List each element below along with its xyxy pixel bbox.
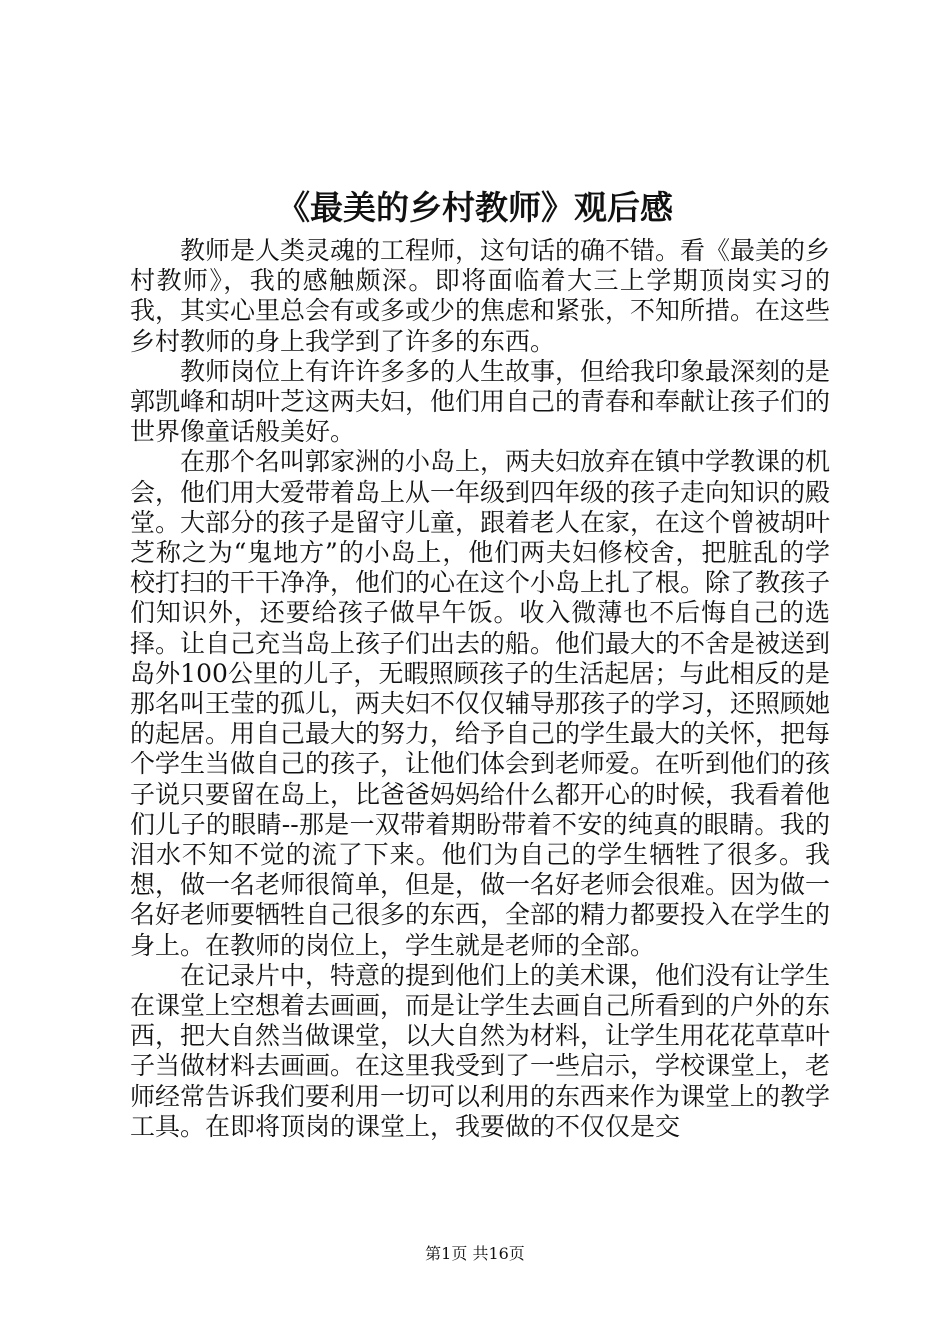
paragraph: 教师是人类灵魂的工程师，这句话的确不错。看《最美的乡村教师》，我的感触颇深。即将面临着大三上学期顶岗实习的我，其实心里总会有或多或少的焦虑和紧张，不知所措。在这些乡村教师的身上我学到了许多的东西。 xyxy=(130,236,831,356)
paragraph: 在那个名叫郭家洲的小岛上，两夫妇放弃在镇中学教课的机会，他们用大爱带着岛上从一年级到四年级的孩子走向知识的殿堂。大部分的孩子是留守儿童，跟着老人在家，在这个曾被胡叶芝称之为“鬼地方”的小岛上，他们两夫妇修校舍，把脏乱的学校打扫的干干净净，他们的心在这个小岛上扎了根。除了教孩子们知识外，还要给孩子做早午饭。收入微薄也不后悔自己的选择。让自己充当岛上孩子们出去的船。他们最大的不舍是被送到岛外100公里的儿子，无暇照顾孩子的生活起居；与此相反的是那名叫王莹的孤儿，两夫妇不仅仅辅导那孩子的学习，还照顾她的起居。用自己最大的努力，给予自己的学生最大的关怀，把每个学生当做自己的孩子，让他们体会到老师爱。在听到他们的孩子说只要留在岛上，比爸爸妈妈给什么都开心的时候，我看着他们儿子的眼睛--那是一双带着期盼带着不安的纯真的眼睛。我的泪水不知不觉的流了下来。他们为自己的学生牺牲了很多。我想，做一名老师很简单，但是，做一名好老师会很难。因为做一名好老师要牺牲自己很多的东西，全部的精力都要投入在学生的身上。在教师的岗位上，学生就是老师的全部。 xyxy=(130,447,831,960)
paragraph: 在记录片中，特意的提到他们上的美术课，他们没有让学生在课堂上空想着去画画，而是让学生去画自己所看到的户外的东西，把大自然当做课堂，以大自然为材料，让学生用花花草草叶子当做材料去画画。在这里我受到了一些启示，学校课堂上，老师经常告诉我们要利用一切可以利用的东西来作为课堂上的教学工具。在即将顶岗的课堂上，我要做的不仅仅是交 xyxy=(130,960,831,1141)
paragraph: 教师岗位上有许许多多的人生故事，但给我印象最深刻的是郭凯峰和胡叶芝这两夫妇，他们用自己的青春和奉献让孩子们的世界像童话般美好。 xyxy=(130,356,831,447)
page-number-footer: 第1页 共16页 xyxy=(425,1244,525,1263)
document-body xyxy=(130,236,830,1142)
document-title: 《最美的乡村教师》观后感 xyxy=(277,188,673,227)
